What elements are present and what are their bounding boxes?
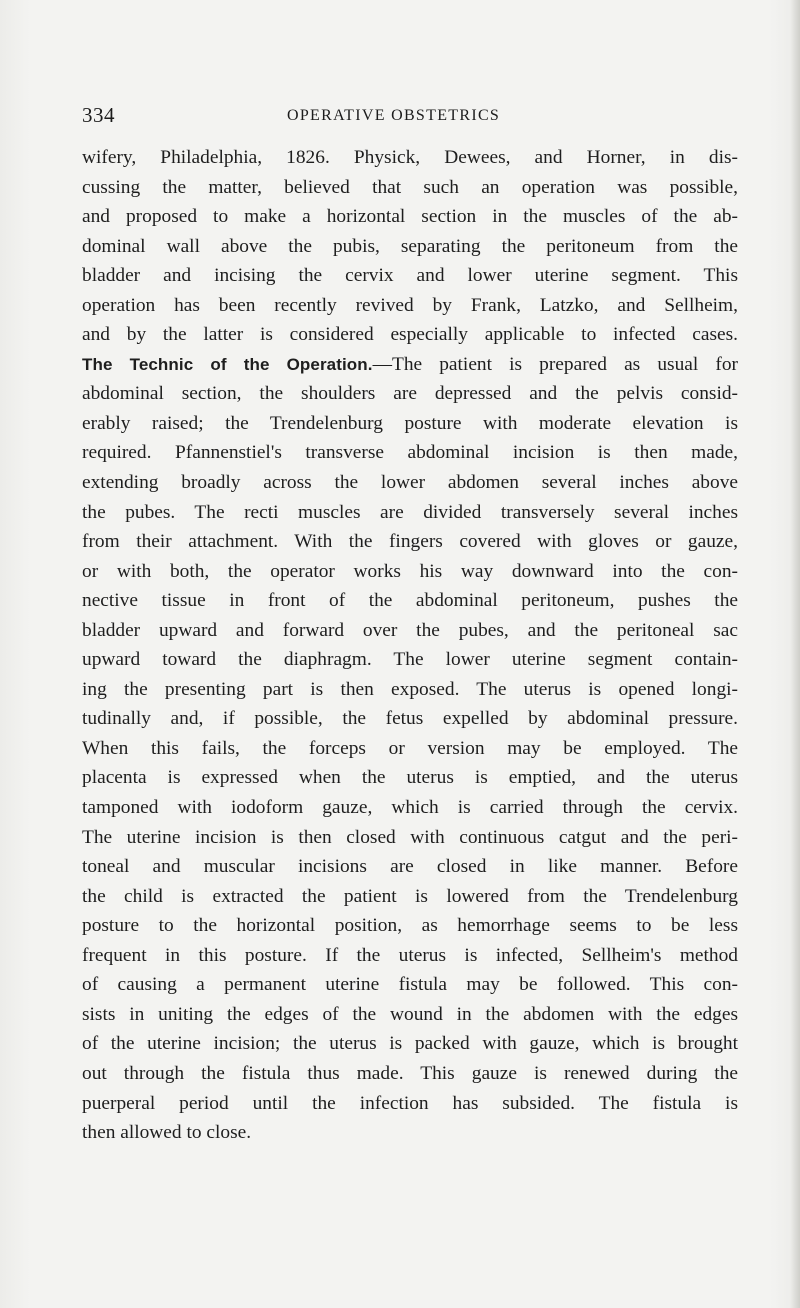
text-line: tamponed with iodoform gauze, which is carried through the cervix.: [82, 797, 738, 819]
text-line: dominal wall above the pubis, separating the peritoneum from the: [82, 235, 738, 257]
text-line: then allowed to close.: [82, 1122, 252, 1144]
text-line: extending broadly across the lower abdomen several inches above: [82, 472, 738, 494]
running-head: [82, 103, 738, 131]
page-number: 334: [82, 103, 115, 127]
text-line: and by the latter is considered especially applicable to infected cases.: [82, 324, 738, 346]
text-line: sists in uniting the edges of the wound in the abdomen with the edges: [82, 1003, 738, 1025]
text-line: ing the presenting part is then exposed. The uterus is opened longi-: [82, 678, 738, 700]
text-line: and proposed to make a horizontal section in the muscles of the ab-: [82, 206, 738, 228]
text-line: bladder and incising the cervix and lower uterine segment. This: [82, 265, 738, 287]
text-line: cussing the matter, believed that such an operation was possible,: [82, 176, 738, 198]
text-line: from their attachment. With the fingers covered with gloves or gauze,: [82, 531, 738, 553]
text-line: puerperal period until the infection has subsided. The fistula is: [82, 1092, 738, 1114]
running-title: OPERATIVE OBSTETRICS: [287, 107, 501, 124]
section-heading: The Technic of the Operation.: [82, 354, 373, 374]
section-first-line: [82, 350, 738, 380]
section-first-line-text: —The patient is prepared as usual for: [372, 353, 738, 375]
body-text: [82, 143, 738, 1148]
text-line: tudinally and, if possible, the fetus expelled by abdominal pressure.: [82, 708, 738, 730]
text-line: the pubes. The recti muscles are divided transversely several inches: [82, 501, 738, 523]
text-line: erably raised; the Trendelenburg posture with moderate elevation is: [82, 412, 738, 434]
text-line: The uterine incision is then closed with continuous catgut and the peri-: [82, 826, 738, 848]
text-line: bladder upward and forward over the pubes, and the peritoneal sac: [82, 619, 738, 641]
text-line: out through the fistula thus made. This gauze is renewed during the: [82, 1062, 738, 1084]
text-line: When this fails, the forceps or version may be employed. The: [82, 737, 738, 759]
text-line: wifery, Philadelphia, 1826. Physick, Dewees, and Horner, in dis-: [82, 147, 738, 168]
text-line: of causing a permanent uterine fistula may be followed. This con-: [82, 974, 738, 996]
text-line: frequent in this posture. If the uterus is infected, Sellheim's method: [82, 944, 738, 966]
text-line: required. Pfannenstiel's transverse abdominal incision is then made,: [82, 442, 738, 464]
text-line: upward toward the diaphragm. The lower uterine segment contain-: [82, 649, 738, 671]
text-line: placenta is expressed when the uterus is emptied, and the uterus: [82, 767, 738, 789]
text-line: nective tissue in front of the abdominal peritoneum, pushes the: [82, 590, 738, 612]
text-line: of the uterine incision; the uterus is packed with gauze, which is brought: [82, 1033, 738, 1055]
text-line: posture to the horizontal position, as hemorrhage seems to be less: [82, 915, 738, 937]
text-line: or with both, the operator works his way downward into the con-: [82, 560, 738, 582]
text-line: abdominal section, the shoulders are depressed and the pelvis consid-: [82, 383, 738, 405]
text-line: toneal and muscular incisions are closed in like manner. Before: [82, 856, 738, 878]
text-line: operation has been recently revived by Frank, Latzko, and Sellheim,: [82, 294, 738, 316]
page-edge-shadow: [790, 0, 800, 1308]
text-line: the child is extracted the patient is lowered from the Trendelenburg: [82, 885, 738, 907]
